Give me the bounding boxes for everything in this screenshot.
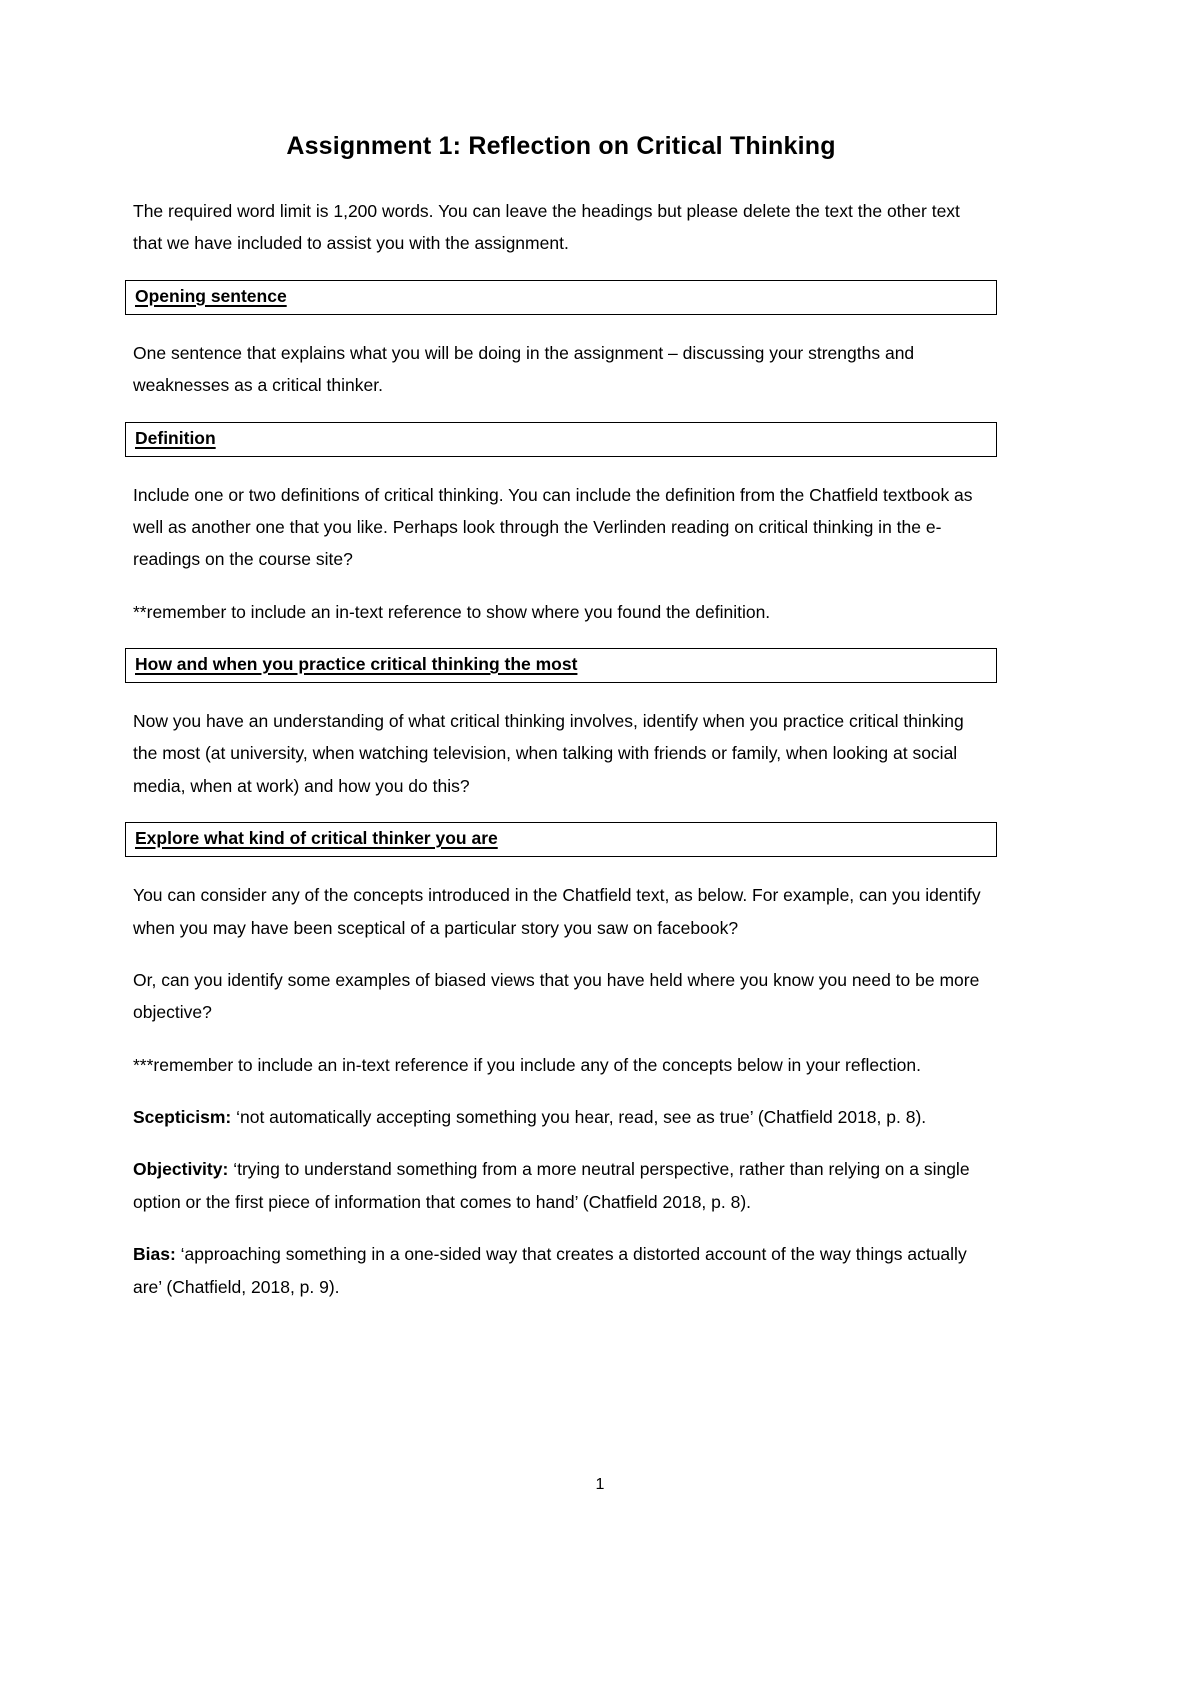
practice-paragraph: Now you have an understanding of what critical thinking involves, identify when you practice critical thinking the most (at university, when watching television, when talking with friends or family, when looking at social media, when at work) and how you do this? <box>133 711 964 796</box>
term-paragraph-objectivity <box>133 1153 989 1218</box>
opening-sentence-paragraph: One sentence that explains what you will be doing in the assignment – discussing your strengths and weaknesses as a critical thinker. <box>133 342 915 396</box>
section-heading-box-opening-sentence <box>125 280 997 315</box>
term-definition-objectivity: ‘trying to understand something from a more neutral perspective, rather than relying on a single option or the first piece of information that comes to hand’ (Chatfield 2018, p. 8). <box>133 1159 970 1212</box>
explore-reference-note: ***remember to include an in-text reference if you include any of the concepts below in your reflection. <box>133 1054 921 1075</box>
term-paragraph-scepticism <box>133 1101 989 1133</box>
section-heading-box-definition <box>125 422 997 457</box>
page-number: 1 <box>595 1476 605 1493</box>
term-definition-bias: ‘approaching something in a one-sided way that creates a distorted account of the way things actually are’ (Chatfield, 2018, p. 9). <box>133 1244 967 1297</box>
section-heading-explore: Explore what kind of critical thinker you are <box>135 828 498 849</box>
term-label-objectivity: Objectivity: <box>133 1159 229 1180</box>
term-paragraph-bias <box>133 1238 989 1303</box>
term-label-bias: Bias: <box>133 1244 176 1265</box>
section-heading-definition: Definition <box>135 427 216 448</box>
section-heading-box-explore <box>125 822 997 857</box>
section-heading-opening-sentence: Opening sentence <box>135 285 287 306</box>
definition-paragraph: Include one or two definitions of critical thinking. You can include the definition from the Chatfield textbook as well as another one that you like. Perhaps look through the Verlinden reading on critical thinking in the e-readings on the course site? <box>133 484 973 570</box>
definition-reference-note: **remember to include an in-text reference to show where you found the definition. <box>133 601 771 622</box>
term-label-scepticism: Scepticism: <box>133 1107 232 1127</box>
document-title: Assignment 1: Reflection on Critical Thinking <box>286 132 836 160</box>
section-heading-practice: How and when you practice critical thinking the most <box>135 654 578 674</box>
intro-paragraph: The required word limit is 1,200 words. You can leave the headings but please delete the text the other text that we have included to assist you with the assignment. <box>133 201 960 254</box>
term-definition-scepticism: ‘not automatically accepting something you hear, read, see as true’ (Chatfield 2018, p. 8). <box>236 1107 927 1127</box>
document-content <box>133 0 989 1323</box>
explore-paragraph-1: You can consider any of the concepts introduced in the Chatfield text, as below. For example, can you identify when you may have been sceptical of a particular story you saw on facebook? <box>133 885 981 938</box>
section-heading-box-practice <box>125 648 997 683</box>
explore-paragraph-2: Or, can you identify some examples of biased views that you have held where you know you need to be more objective? <box>133 969 980 1023</box>
